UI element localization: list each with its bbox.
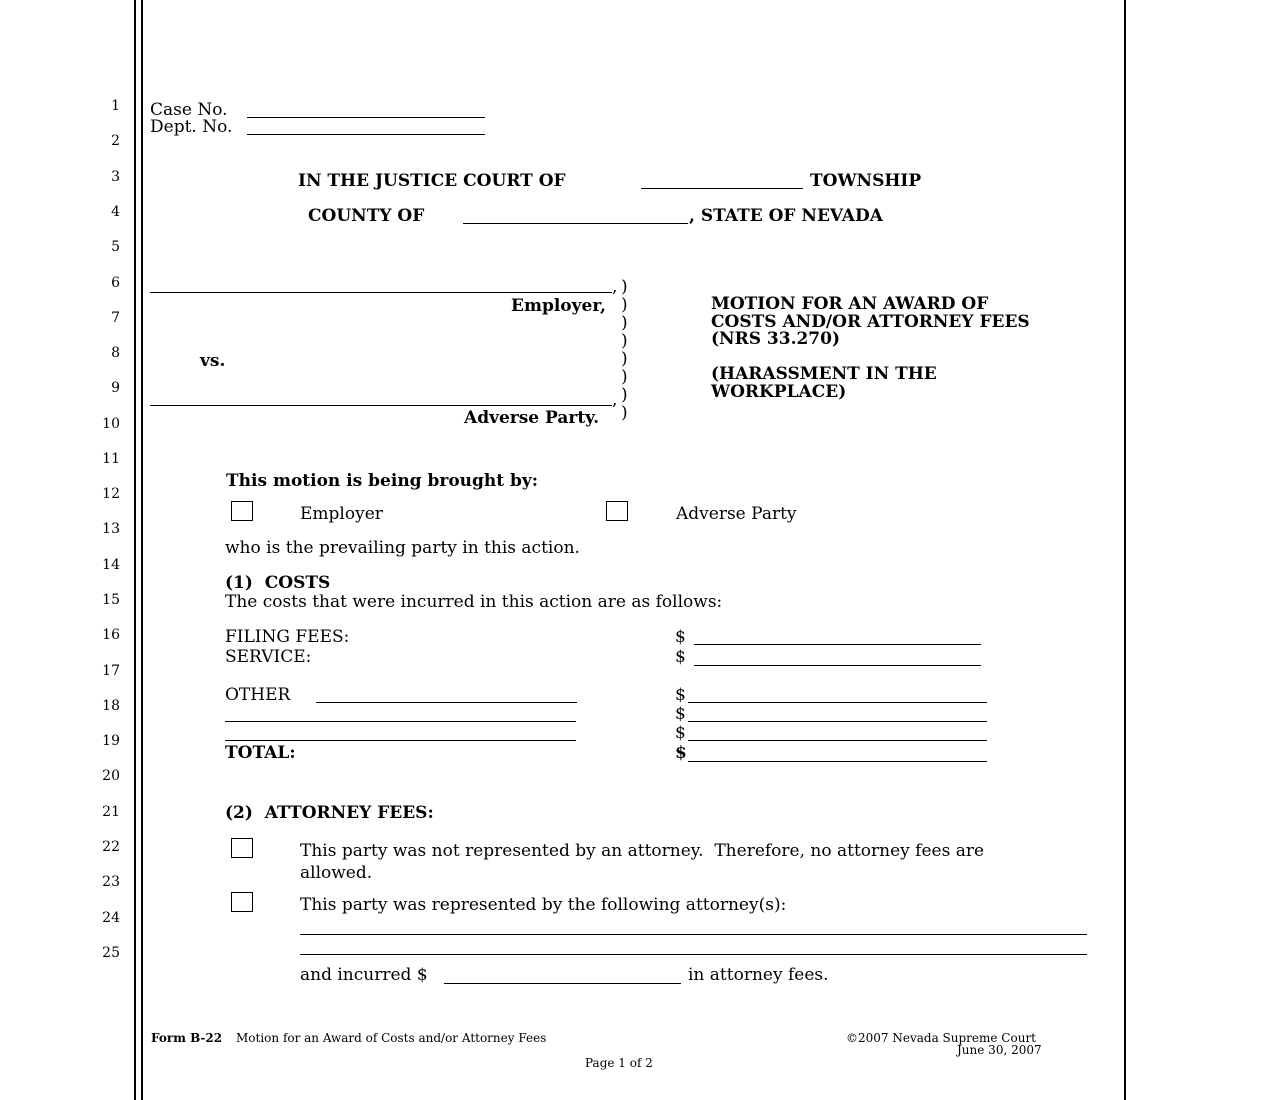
caption-paren: ) xyxy=(621,403,628,423)
subtitle-line2: WORKPLACE) xyxy=(711,382,847,402)
caption-comma: , xyxy=(612,277,618,297)
represented-text: This party was represented by the following attorney(s): xyxy=(300,895,787,915)
motion-title-line3: (NRS 33.270) xyxy=(711,329,841,349)
attorney-fees-amount-field[interactable] xyxy=(444,983,681,984)
form-title: Motion for an Award of Costs and/or Attorney Fees xyxy=(236,1031,547,1045)
currency-sign: $ xyxy=(675,743,687,763)
form-id: Form B-22 xyxy=(151,1031,223,1045)
other-description-field-2[interactable] xyxy=(225,721,576,722)
line-number: 7 xyxy=(111,310,120,326)
adverse-party-checkbox[interactable] xyxy=(606,501,628,521)
county-field[interactable] xyxy=(463,223,688,224)
prevailing-party-text: who is the prevailing party in this action. xyxy=(225,538,580,558)
line-number: 20 xyxy=(102,768,120,784)
attorney-name-field-2[interactable] xyxy=(300,954,1087,955)
case-no-field[interactable] xyxy=(247,117,485,118)
line-number: 14 xyxy=(102,557,120,573)
line-number: 19 xyxy=(102,733,120,749)
not-represented-text-line1: This party was not represented by an attorney. Therefore, no attorney fees are xyxy=(300,841,985,861)
currency-sign: $ xyxy=(675,723,686,743)
line-number: 23 xyxy=(102,874,120,890)
employer-name-field[interactable] xyxy=(150,292,612,293)
caption-paren: ) xyxy=(621,295,628,315)
adverse-party-option-label: Adverse Party xyxy=(676,504,797,524)
caption-paren: ) xyxy=(621,385,628,405)
copyright: ©2007 Nevada Supreme Court xyxy=(846,1031,1036,1045)
caption-paren: ) xyxy=(621,313,628,333)
attorney-fees-heading: (2) ATTORNEY FEES: xyxy=(225,803,434,823)
caption-paren: ) xyxy=(621,331,628,351)
line-number: 15 xyxy=(102,592,120,608)
line-number: 10 xyxy=(102,416,120,432)
line-number: 11 xyxy=(102,451,120,467)
line-number: 9 xyxy=(111,380,120,396)
not-represented-text-line2: allowed. xyxy=(300,863,373,883)
court-line-prefix: IN THE JUSTICE COURT OF xyxy=(298,171,566,191)
caption-paren: ) xyxy=(621,349,628,369)
right-margin-rule xyxy=(1124,0,1126,1100)
line-number: 21 xyxy=(102,804,120,820)
county-prefix: COUNTY OF xyxy=(308,206,425,226)
vs-label: vs. xyxy=(200,351,226,371)
adverse-party-name-field[interactable] xyxy=(150,405,612,406)
line-number: 1 xyxy=(111,98,120,114)
incurred-prefix: and incurred $ xyxy=(300,965,428,985)
other-description-field-1[interactable] xyxy=(316,702,577,703)
service-label: SERVICE: xyxy=(225,647,312,667)
other-amount-field-1[interactable] xyxy=(688,702,987,703)
line-number: 4 xyxy=(111,204,120,220)
caption-comma: , xyxy=(612,390,618,410)
county-suffix: , STATE OF NEVADA xyxy=(689,206,883,226)
other-amount-field-2[interactable] xyxy=(688,721,987,722)
line-number: 12 xyxy=(102,486,120,502)
other-description-field-3[interactable] xyxy=(225,740,576,741)
line-number: 8 xyxy=(111,345,120,361)
left-margin-rule-inner xyxy=(141,0,143,1100)
left-margin-rule-outer xyxy=(134,0,136,1100)
not-represented-checkbox[interactable] xyxy=(231,838,253,858)
caption-paren: ) xyxy=(621,277,628,297)
other-amount-field-3[interactable] xyxy=(688,740,987,741)
currency-sign: $ xyxy=(675,647,686,667)
motion-title-line1: MOTION FOR AN AWARD OF xyxy=(711,294,989,314)
line-number: 5 xyxy=(111,239,120,255)
employer-checkbox[interactable] xyxy=(231,501,253,521)
caption-paren: ) xyxy=(621,367,628,387)
currency-sign: $ xyxy=(675,627,686,647)
currency-sign: $ xyxy=(675,704,686,724)
other-label: OTHER xyxy=(225,685,291,705)
employer-option-label: Employer xyxy=(300,504,383,524)
incurred-suffix: in attorney fees. xyxy=(688,965,829,985)
revision-date: June 30, 2007 xyxy=(957,1043,1042,1057)
filing-fees-amount-field[interactable] xyxy=(694,644,981,645)
line-number: 6 xyxy=(111,275,120,291)
employer-label: Employer, xyxy=(511,296,606,316)
total-amount-field[interactable] xyxy=(688,761,987,762)
total-label: TOTAL: xyxy=(225,743,296,763)
filing-fees-label: FILING FEES: xyxy=(225,627,350,647)
line-number: 16 xyxy=(102,627,120,643)
line-number: 24 xyxy=(102,910,120,926)
motion-title-line2: COSTS AND/OR ATTORNEY FEES xyxy=(711,312,1030,332)
line-number: 17 xyxy=(102,663,120,679)
township-field[interactable] xyxy=(641,188,803,189)
court-line-suffix: TOWNSHIP xyxy=(810,171,922,191)
service-amount-field[interactable] xyxy=(694,665,981,666)
line-number: 13 xyxy=(102,521,120,537)
attorney-name-field-1[interactable] xyxy=(300,934,1087,935)
costs-heading: (1) COSTS xyxy=(225,573,331,593)
line-number: 18 xyxy=(102,698,120,714)
subtitle-line1: (HARASSMENT IN THE xyxy=(711,364,937,384)
case-no-label: Case No. xyxy=(150,100,228,120)
dept-no-label: Dept. No. xyxy=(150,117,233,137)
dept-no-field[interactable] xyxy=(247,134,485,135)
line-number: 3 xyxy=(111,169,120,185)
page-number: Page 1 of 2 xyxy=(585,1056,653,1070)
line-number: 22 xyxy=(102,839,120,855)
adverse-party-label: Adverse Party. xyxy=(464,408,600,428)
line-number: 2 xyxy=(111,133,120,149)
brought-by-heading: This motion is being brought by: xyxy=(226,471,539,491)
currency-sign: $ xyxy=(675,685,686,705)
represented-checkbox[interactable] xyxy=(231,892,253,912)
costs-intro: The costs that were incurred in this action are as follows: xyxy=(225,592,723,612)
line-number: 25 xyxy=(102,945,120,961)
